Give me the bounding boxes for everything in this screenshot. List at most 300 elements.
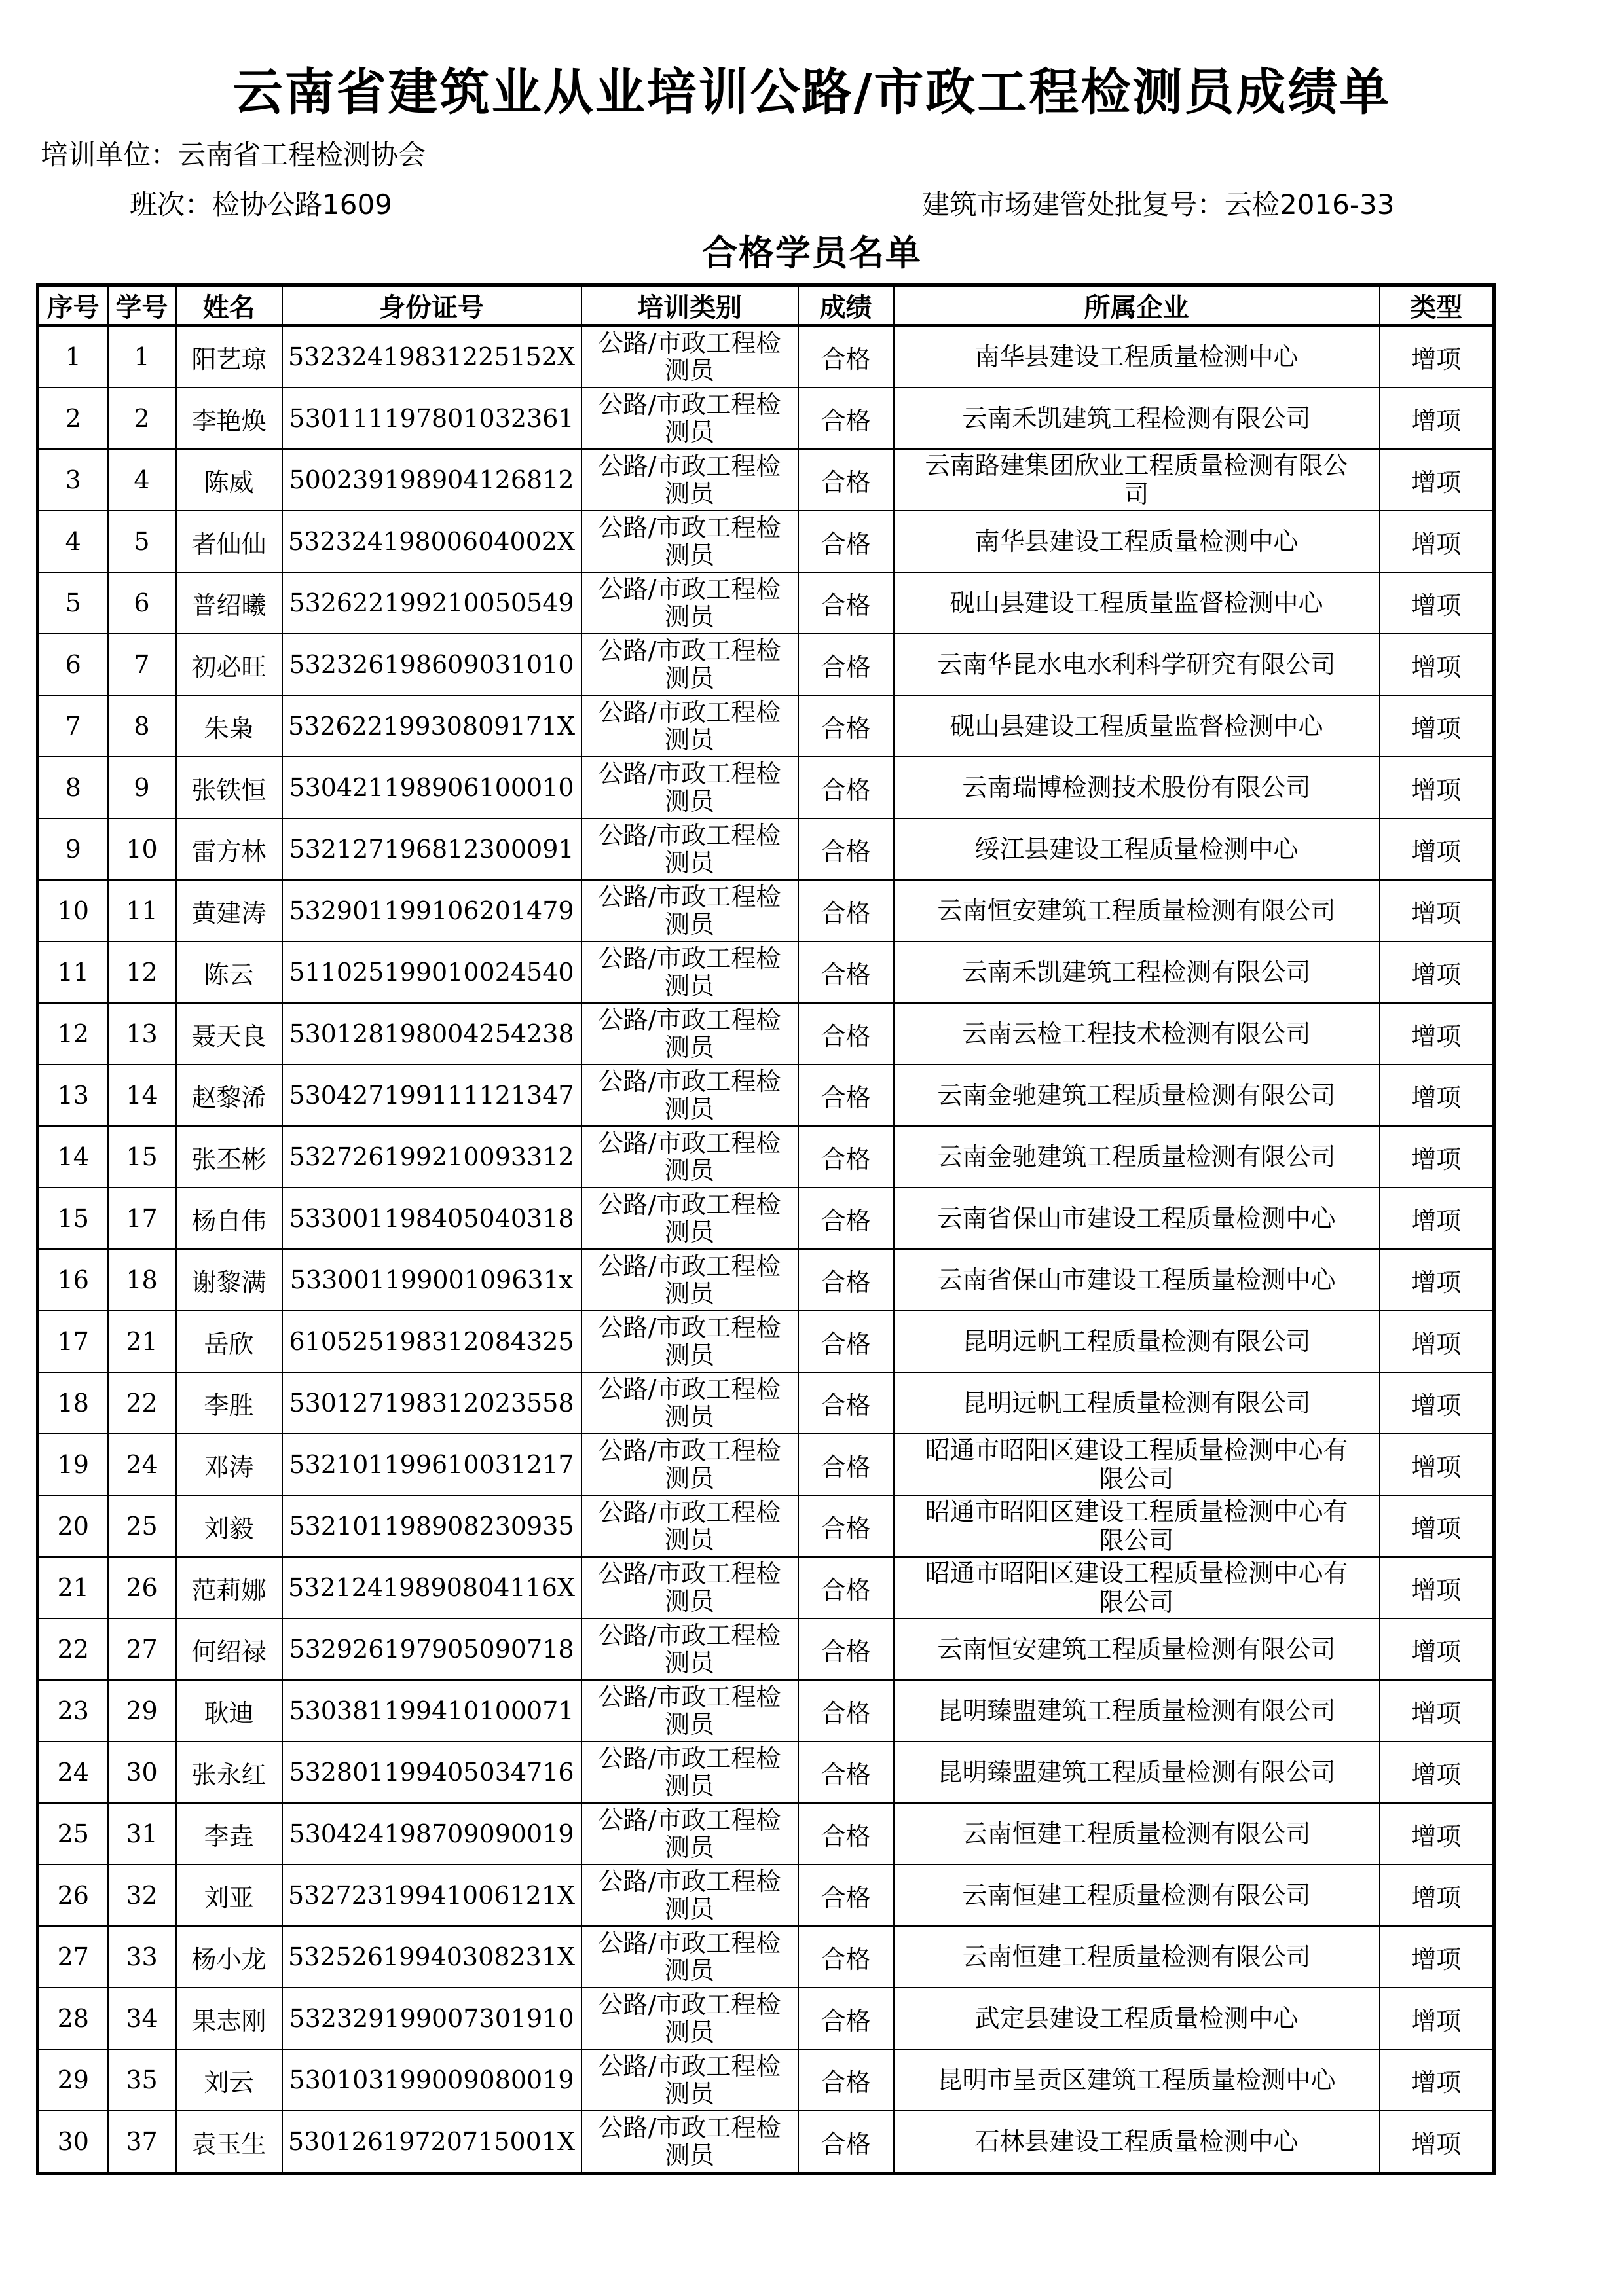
cell-category [581, 1003, 798, 1065]
company-line: 云南恒建工程质量检测有限公司 [962, 1881, 1311, 1910]
cell-category [581, 511, 798, 572]
table-row [38, 1926, 1494, 1988]
cell-type: 增项 [1380, 1557, 1494, 1618]
cell-name: 陈云 [176, 941, 282, 1003]
cell-score: 合格 [798, 1926, 894, 1988]
cell-company [894, 757, 1380, 818]
table-row [38, 880, 1494, 941]
category-line: 公路/市政工程检 [598, 1436, 781, 1465]
cell-student-no: 2 [108, 388, 176, 449]
table-row [38, 1680, 1494, 1741]
cell-name: 何绍禄 [176, 1618, 282, 1680]
cell-company [894, 1865, 1380, 1926]
cell-score: 合格 [798, 1557, 894, 1618]
company-line: 限公司 [1099, 1465, 1174, 1493]
cell-type: 增项 [1380, 1741, 1494, 1803]
cell-type: 增项 [1380, 1372, 1494, 1434]
table-row [38, 388, 1494, 449]
category-line: 测员 [664, 1279, 714, 1308]
company-line: 石林县建设工程质量检测中心 [974, 2127, 1299, 2156]
table-row [38, 1126, 1494, 1188]
header-type: 类型 [1380, 285, 1494, 326]
header-name: 姓名 [176, 285, 282, 326]
cell-score: 合格 [798, 1618, 894, 1680]
cell-student-no: 6 [108, 572, 176, 634]
category-line: 测员 [664, 848, 714, 877]
cell-score: 合格 [798, 2049, 894, 2111]
category-line: 公路/市政工程检 [598, 390, 781, 419]
cell-company [894, 1434, 1380, 1495]
category-line: 测员 [664, 664, 714, 693]
cell-name: 张丕彬 [176, 1126, 282, 1188]
cell-company [894, 1372, 1380, 1434]
cell-id-number: 53012619720715001X [282, 2111, 581, 2174]
table-row [38, 325, 1494, 388]
cell-score: 合格 [798, 1988, 894, 2049]
table-row [38, 1741, 1494, 1803]
cell-seq: 25 [38, 1803, 108, 1865]
table-row [38, 634, 1494, 695]
company-line: 南华县建设工程质量检测中心 [974, 342, 1299, 371]
company-line: 昆明市呈贡区建筑工程质量检测中心 [937, 2066, 1336, 2094]
cell-category [581, 2111, 798, 2174]
category-line: 公路/市政工程检 [598, 329, 781, 357]
category-line: 测员 [664, 787, 714, 816]
cell-student-no: 29 [108, 1680, 176, 1741]
cell-name: 黄建涛 [176, 880, 282, 941]
cell-type: 增项 [1380, 511, 1494, 572]
cell-company [894, 1311, 1380, 1372]
cell-name: 聂天良 [176, 1003, 282, 1065]
cell-type: 增项 [1380, 1434, 1494, 1495]
category-line: 测员 [664, 1833, 714, 1862]
header-org: 所属企业 [894, 285, 1380, 326]
cell-type: 增项 [1380, 2111, 1494, 2174]
cell-type: 增项 [1380, 1188, 1494, 1249]
category-line: 公路/市政工程检 [598, 1744, 781, 1773]
cell-student-no: 11 [108, 880, 176, 941]
category-line: 测员 [664, 725, 714, 754]
cell-id-number: 532926197905090718 [282, 1618, 581, 1680]
header-seq: 序号 [38, 285, 108, 326]
cell-type: 增项 [1380, 1495, 1494, 1557]
category-line: 测员 [664, 972, 714, 1000]
cell-id-number: 532901199106201479 [282, 880, 581, 941]
category-line: 测员 [664, 1341, 714, 1370]
category-line: 测员 [664, 2141, 714, 2170]
table-row [38, 1249, 1494, 1311]
category-line: 公路/市政工程检 [598, 2113, 781, 2142]
category-line: 公路/市政工程检 [598, 1498, 781, 1527]
cell-student-no: 15 [108, 1126, 176, 1188]
cell-name: 赵黎浠 [176, 1065, 282, 1126]
category-line: 公路/市政工程检 [598, 575, 781, 604]
cell-type: 增项 [1380, 634, 1494, 695]
cell-student-no: 4 [108, 449, 176, 511]
table-row [38, 1988, 1494, 2049]
cell-category [581, 449, 798, 511]
category-line: 测员 [664, 1772, 714, 1800]
category-line: 公路/市政工程检 [598, 883, 781, 911]
cell-company [894, 1741, 1380, 1803]
category-line: 测员 [664, 1895, 714, 1923]
cell-category [581, 1680, 798, 1741]
category-line: 公路/市政工程检 [598, 1683, 781, 1711]
cell-type: 增项 [1380, 2049, 1494, 2111]
cell-type: 增项 [1380, 1003, 1494, 1065]
category-line: 测员 [664, 1710, 714, 1739]
cell-id-number: 532801199405034716 [282, 1741, 581, 1803]
cell-student-no: 21 [108, 1311, 176, 1372]
company-line: 云南华昆水电水利科学研究有限公司 [937, 650, 1336, 679]
category-line: 公路/市政工程检 [598, 821, 781, 850]
table-row [38, 1065, 1494, 1126]
cell-category [581, 1926, 798, 1988]
cell-category [581, 1311, 798, 1372]
cell-company [894, 388, 1380, 449]
header-row [38, 285, 1494, 326]
cell-category [581, 1803, 798, 1865]
cell-category [581, 1988, 798, 2049]
cell-student-no: 10 [108, 818, 176, 880]
cell-company [894, 634, 1380, 695]
cell-student-no: 25 [108, 1495, 176, 1557]
cell-type: 增项 [1380, 325, 1494, 388]
category-line: 公路/市政工程检 [598, 2052, 781, 2081]
cell-id-number: 532101199610031217 [282, 1434, 581, 1495]
table-row [38, 1557, 1494, 1618]
cell-type: 增项 [1380, 941, 1494, 1003]
category-line: 公路/市政工程检 [598, 1929, 781, 1958]
cell-company [894, 880, 1380, 941]
cell-score: 合格 [798, 2111, 894, 2174]
cell-category [581, 941, 798, 1003]
category-line: 测员 [664, 1402, 714, 1431]
cell-student-no: 7 [108, 634, 176, 695]
cell-company [894, 1680, 1380, 1741]
cell-student-no: 14 [108, 1065, 176, 1126]
category-line: 公路/市政工程检 [598, 1621, 781, 1650]
cell-name: 杨小龙 [176, 1926, 282, 1988]
table-row [38, 941, 1494, 1003]
company-line: 云南云检工程技术检测有限公司 [962, 1019, 1311, 1048]
cell-name: 李胜 [176, 1372, 282, 1434]
cell-seq: 15 [38, 1188, 108, 1249]
company-line: 云南禾凯建筑工程检测有限公司 [962, 404, 1311, 433]
cell-id-number: 53252619940308231X [282, 1926, 581, 1988]
cell-company [894, 1988, 1380, 2049]
header-cat: 培训类别 [581, 285, 798, 326]
table-row [38, 1495, 1494, 1557]
cell-id-number: 53272319941006121X [282, 1865, 581, 1926]
cell-type: 增项 [1380, 1926, 1494, 1988]
table-row [38, 572, 1494, 634]
cell-seq: 9 [38, 818, 108, 880]
cell-id-number: 610525198312084325 [282, 1311, 581, 1372]
company-line: 云南金驰建筑工程质量检测有限公司 [937, 1081, 1336, 1110]
cell-seq: 2 [38, 388, 108, 449]
cell-category [581, 388, 798, 449]
cell-type: 增项 [1380, 572, 1494, 634]
cell-id-number: 53300119900109631x [282, 1249, 581, 1311]
cell-id-number: 530381199410100071 [282, 1680, 581, 1741]
company-line: 绥江县建设工程质量检测中心 [974, 835, 1299, 864]
cell-type: 增项 [1380, 695, 1494, 757]
cell-score: 合格 [798, 1126, 894, 1188]
cell-name: 邓涛 [176, 1434, 282, 1495]
company-line: 云南省保山市建设工程质量检测中心 [937, 1266, 1336, 1294]
company-line: 武定县建设工程质量检测中心 [974, 2004, 1299, 2033]
category-line: 公路/市政工程检 [598, 1867, 781, 1896]
cell-seq: 27 [38, 1926, 108, 1988]
category-line: 测员 [664, 602, 714, 631]
cell-score: 合格 [798, 818, 894, 880]
cell-seq: 6 [38, 634, 108, 695]
table-row [38, 1865, 1494, 1926]
cell-company [894, 1126, 1380, 1188]
cell-name: 刘云 [176, 2049, 282, 2111]
cell-type: 增项 [1380, 1065, 1494, 1126]
cell-name: 袁玉生 [176, 2111, 282, 2174]
cell-category [581, 325, 798, 388]
cell-seq: 24 [38, 1741, 108, 1803]
cell-student-no: 34 [108, 1988, 176, 2049]
cell-score: 合格 [798, 1803, 894, 1865]
category-line: 公路/市政工程检 [598, 1067, 781, 1096]
cell-category [581, 1557, 798, 1618]
company-line: 昆明远帆工程质量检测有限公司 [962, 1389, 1311, 1417]
cell-company [894, 941, 1380, 1003]
cell-id-number: 532726199210093312 [282, 1126, 581, 1188]
cell-id-number: 530421198906100010 [282, 757, 581, 818]
cell-name: 李艳焕 [176, 388, 282, 449]
cell-seq: 12 [38, 1003, 108, 1065]
company-line: 云南禾凯建筑工程检测有限公司 [962, 958, 1311, 987]
cell-id-number: 532127196812300091 [282, 818, 581, 880]
cell-seq: 30 [38, 2111, 108, 2174]
cell-student-no: 27 [108, 1618, 176, 1680]
cell-student-no: 24 [108, 1434, 176, 1495]
category-line: 测员 [664, 1033, 714, 1062]
cell-student-no: 37 [108, 2111, 176, 2174]
cell-id-number: 530128198004254238 [282, 1003, 581, 1065]
cell-id-number: 530127198312023558 [282, 1372, 581, 1434]
cell-score: 合格 [798, 1680, 894, 1741]
cell-id-number: 500239198904126812 [282, 449, 581, 511]
cell-score: 合格 [798, 449, 894, 511]
cell-company [894, 572, 1380, 634]
cell-seq: 19 [38, 1434, 108, 1495]
cell-id-number: 53262219930809171X [282, 695, 581, 757]
cell-seq: 14 [38, 1126, 108, 1188]
cell-company [894, 325, 1380, 388]
cell-seq: 16 [38, 1249, 108, 1311]
table-row [38, 757, 1494, 818]
cell-seq: 28 [38, 1988, 108, 2049]
cell-type: 增项 [1380, 1618, 1494, 1680]
cell-company [894, 1926, 1380, 1988]
cell-score: 合格 [798, 1434, 894, 1495]
company-line: 昭通市昭阳区建设工程质量检测中心有 [925, 1559, 1348, 1588]
cell-score: 合格 [798, 325, 894, 388]
cell-id-number: 53232419800604002X [282, 511, 581, 572]
cell-type: 增项 [1380, 1803, 1494, 1865]
cell-type: 增项 [1380, 1126, 1494, 1188]
company-line: 云南省保山市建设工程质量检测中心 [937, 1204, 1336, 1233]
cell-id-number: 511025199010024540 [282, 941, 581, 1003]
table-row [38, 1372, 1494, 1434]
cell-student-no: 30 [108, 1741, 176, 1803]
cell-category [581, 880, 798, 941]
cell-type: 增项 [1380, 1680, 1494, 1741]
cell-score: 合格 [798, 1249, 894, 1311]
cell-id-number: 53232419831225152X [282, 325, 581, 388]
cell-name: 普绍曦 [176, 572, 282, 634]
category-line: 公路/市政工程检 [598, 698, 781, 727]
cell-category [581, 1065, 798, 1126]
category-line: 测员 [664, 2018, 714, 2047]
company-line: 限公司 [1099, 1526, 1174, 1555]
cell-category [581, 572, 798, 634]
cell-type: 增项 [1380, 757, 1494, 818]
category-line: 测员 [664, 1956, 714, 1985]
category-line: 公路/市政工程检 [598, 1806, 781, 1834]
cell-student-no: 35 [108, 2049, 176, 2111]
cell-score: 合格 [798, 757, 894, 818]
company-line: 云南路建集团欣业工程质量检测有限公 [925, 451, 1348, 480]
cell-type: 增项 [1380, 1311, 1494, 1372]
cell-seq: 8 [38, 757, 108, 818]
company-line: 云南金驰建筑工程质量检测有限公司 [937, 1142, 1336, 1171]
training-unit: 培训单位：云南省工程检测协会 [41, 139, 426, 171]
cell-student-no: 8 [108, 695, 176, 757]
cell-category [581, 1126, 798, 1188]
table-row [38, 818, 1494, 880]
cell-seq: 20 [38, 1495, 108, 1557]
cell-type: 增项 [1380, 1988, 1494, 2049]
cell-company [894, 511, 1380, 572]
company-line: 限公司 [1099, 1588, 1174, 1616]
cell-score: 合格 [798, 634, 894, 695]
cell-name: 张铁恒 [176, 757, 282, 818]
cell-seq: 29 [38, 2049, 108, 2111]
cell-id-number: 53212419890804116X [282, 1557, 581, 1618]
cell-id-number: 533001198405040318 [282, 1188, 581, 1249]
cell-score: 合格 [798, 695, 894, 757]
cell-seq: 18 [38, 1372, 108, 1434]
cell-type: 增项 [1380, 818, 1494, 880]
cell-category [581, 634, 798, 695]
cell-seq: 11 [38, 941, 108, 1003]
roster-table [36, 283, 1496, 2175]
cell-category [581, 1188, 798, 1249]
cell-score: 合格 [798, 1741, 894, 1803]
company-line: 昆明远帆工程质量检测有限公司 [962, 1327, 1311, 1356]
company-line: 司 [1124, 480, 1149, 509]
category-line: 公路/市政工程检 [598, 1252, 781, 1281]
cell-company [894, 1803, 1380, 1865]
cell-category [581, 1249, 798, 1311]
cell-seq: 10 [38, 880, 108, 941]
cell-id-number: 530424198709090019 [282, 1803, 581, 1865]
table-row [38, 1618, 1494, 1680]
company-line: 南华县建设工程质量检测中心 [974, 527, 1299, 556]
company-line: 云南恒建工程质量检测有限公司 [962, 1819, 1311, 1848]
cell-seq: 21 [38, 1557, 108, 1618]
cell-student-no: 31 [108, 1803, 176, 1865]
category-line: 公路/市政工程检 [598, 636, 781, 665]
cell-student-no: 1 [108, 325, 176, 388]
cell-category [581, 1372, 798, 1434]
category-line: 测员 [664, 1525, 714, 1554]
class-info: 班次：检协公路1609 [130, 189, 392, 221]
list-title: 合格学员名单 [702, 232, 922, 274]
cell-score: 合格 [798, 1495, 894, 1557]
cell-student-no: 26 [108, 1557, 176, 1618]
category-line: 公路/市政工程检 [598, 759, 781, 788]
cell-score: 合格 [798, 1188, 894, 1249]
approval-number: 建筑市场建管处批复号：云检2016-33 [922, 189, 1395, 221]
category-line: 测员 [664, 2079, 714, 2108]
cell-id-number: 532329199007301910 [282, 1988, 581, 2049]
cell-category [581, 1618, 798, 1680]
cell-name: 耿迪 [176, 1680, 282, 1741]
category-line: 测员 [664, 1218, 714, 1247]
cell-id-number: 532101198908230935 [282, 1495, 581, 1557]
table-row [38, 1311, 1494, 1372]
cell-company [894, 2049, 1380, 2111]
company-line: 砚山县建设工程质量监督检测中心 [950, 712, 1323, 740]
category-line: 公路/市政工程检 [598, 1129, 781, 1157]
cell-student-no: 12 [108, 941, 176, 1003]
category-line: 测员 [664, 479, 714, 508]
category-line: 测员 [664, 1649, 714, 1677]
category-line: 公路/市政工程检 [598, 513, 781, 542]
cell-student-no: 17 [108, 1188, 176, 1249]
company-line: 云南恒安建筑工程质量检测有限公司 [937, 1635, 1336, 1664]
cell-seq: 26 [38, 1865, 108, 1926]
category-line: 测员 [664, 1464, 714, 1493]
cell-company [894, 2111, 1380, 2174]
category-line: 公路/市政工程检 [598, 1375, 781, 1404]
cell-type: 增项 [1380, 1865, 1494, 1926]
cell-company [894, 1065, 1380, 1126]
cell-name: 岳欣 [176, 1311, 282, 1372]
company-line: 云南恒建工程质量检测有限公司 [962, 1942, 1311, 1971]
cell-category [581, 1495, 798, 1557]
cell-company [894, 449, 1380, 511]
cell-company [894, 1249, 1380, 1311]
table-row [38, 2111, 1494, 2174]
cell-seq: 17 [38, 1311, 108, 1372]
cell-category [581, 818, 798, 880]
category-line: 测员 [664, 910, 714, 939]
company-line: 昆明臻盟建筑工程质量检测有限公司 [937, 1696, 1336, 1725]
table-row [38, 511, 1494, 572]
table-body [38, 325, 1494, 2174]
cell-name: 朱枭 [176, 695, 282, 757]
cell-category [581, 1865, 798, 1926]
cell-score: 合格 [798, 511, 894, 572]
cell-name: 初必旺 [176, 634, 282, 695]
category-line: 测员 [664, 1095, 714, 1123]
cell-score: 合格 [798, 1003, 894, 1065]
category-line: 公路/市政工程检 [598, 1313, 781, 1342]
cell-student-no: 13 [108, 1003, 176, 1065]
table-row [38, 1434, 1494, 1495]
cell-score: 合格 [798, 1311, 894, 1372]
category-line: 公路/市政工程检 [598, 452, 781, 481]
